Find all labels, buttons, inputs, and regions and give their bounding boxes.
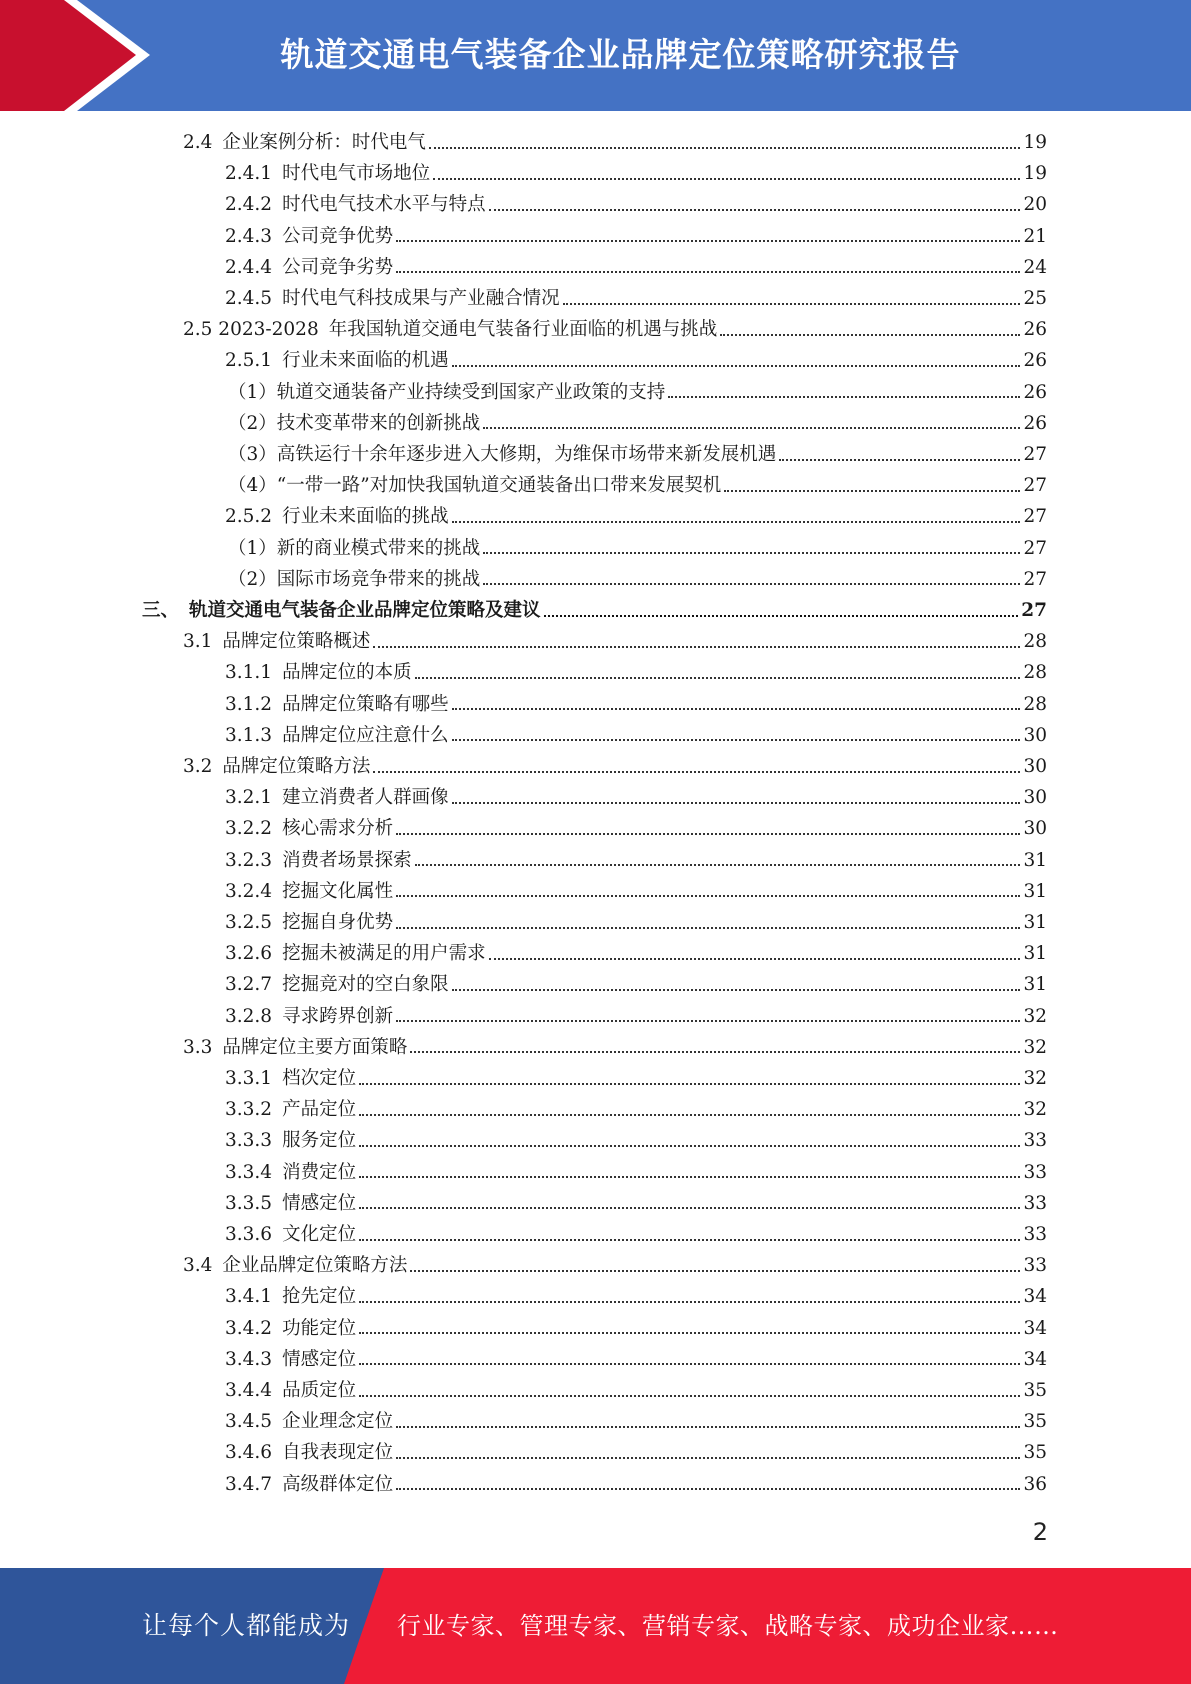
- toc-entry[interactable]: [183, 127, 1047, 158]
- toc-entry-page: 27: [1023, 475, 1047, 497]
- toc-entry-title: 品牌定位策略概述: [222, 631, 371, 653]
- toc-entry-title: 国际市场竞争带来的挑战: [276, 568, 481, 590]
- toc-entry-page: 32: [1023, 1005, 1047, 1027]
- toc-entry-number: （4）: [228, 475, 277, 497]
- toc-entry-number: 3.2: [183, 756, 213, 777]
- toc-entry-page: 27: [1021, 600, 1047, 621]
- toc-entry-page: 30: [1023, 756, 1047, 777]
- toc-entry[interactable]: [225, 221, 1047, 252]
- toc-dot-leader: [396, 271, 1020, 273]
- toc-entry-page: 34: [1023, 1286, 1047, 1308]
- toc-entry-number: 3.3.6: [225, 1224, 273, 1245]
- toc-entry[interactable]: [225, 938, 1047, 969]
- toc-entry[interactable]: [228, 377, 1047, 408]
- toc-entry[interactable]: [225, 1188, 1047, 1219]
- toc-dot-leader: [396, 1020, 1020, 1022]
- toc-entry-page: 33: [1023, 1192, 1047, 1214]
- toc-entry-number: 3.2.3: [225, 849, 273, 871]
- toc-entry-title: 高级群体定位: [282, 1473, 394, 1495]
- toc-entry-page: 33: [1023, 1130, 1047, 1152]
- toc-entry-page: 33: [1023, 1255, 1047, 1277]
- toc-dot-leader: [359, 1083, 1020, 1085]
- toc-dot-leader: [452, 802, 1021, 804]
- page-number: 2: [1032, 1518, 1048, 1546]
- toc-entry[interactable]: [225, 345, 1047, 376]
- toc-entry-page: 26: [1023, 381, 1047, 403]
- toc-dot-leader: [452, 739, 1021, 741]
- toc-entry-page: 28: [1023, 662, 1047, 684]
- toc-dot-leader: [429, 147, 1021, 149]
- toc-entry[interactable]: [225, 1406, 1047, 1437]
- toc-dot-leader: [415, 864, 1021, 866]
- page-header: [0, 0, 1191, 111]
- toc-entry-page: 27: [1023, 444, 1047, 465]
- toc-entry-number: 3.3: [183, 1036, 213, 1058]
- toc-entry-title: 新的商业模式带来的挑战: [276, 537, 481, 559]
- toc-entry[interactable]: [228, 470, 1047, 501]
- toc-entry-number: 2.4.3: [225, 225, 273, 247]
- toc-entry-number: 3.4.3: [225, 1348, 273, 1370]
- toc-entry-title: 企业案例分析：时代电气: [222, 132, 426, 153]
- toc-entry-title: “一带一路”对加快我国轨道交通装备出口带来发展契机: [276, 475, 722, 497]
- toc-entry-title: 时代电气技术水平与特点: [282, 194, 486, 216]
- toc-dot-leader: [396, 1457, 1020, 1459]
- toc-entry[interactable]: [225, 158, 1047, 189]
- toc-entry-number: （1）: [228, 381, 277, 403]
- toc-entry-page: 27: [1023, 506, 1047, 528]
- toc-entry-number: 3.4.6: [225, 1442, 273, 1464]
- toc-dot-leader: [410, 1051, 1020, 1053]
- toc-entry[interactable]: [183, 314, 1047, 345]
- toc-entry[interactable]: [228, 533, 1047, 564]
- toc-entry[interactable]: [228, 408, 1047, 439]
- toc-entry[interactable]: [225, 689, 1047, 720]
- toc-entry-number: 3.1: [183, 631, 213, 653]
- toc-entry-number: 3.2.5: [225, 912, 273, 933]
- toc-entry-title: 寻求跨界创新: [282, 1005, 394, 1027]
- toc-entry[interactable]: [183, 751, 1047, 782]
- toc-entry-page: 30: [1023, 724, 1047, 746]
- toc-entry-number: 3.4: [183, 1255, 213, 1277]
- toc-entry[interactable]: [225, 969, 1047, 1000]
- toc-entry[interactable]: [183, 1250, 1047, 1281]
- toc-entry-number: 3.2.4: [225, 880, 273, 902]
- toc-entry-number: 三、: [142, 600, 180, 621]
- toc-entry-page: 26: [1023, 412, 1047, 434]
- toc-entry-title: 核心需求分析: [282, 818, 394, 840]
- toc-entry[interactable]: [225, 845, 1047, 876]
- toc-dot-leader: [359, 1176, 1020, 1178]
- toc-entry-number: 3.4.4: [225, 1380, 273, 1401]
- toc-entry-title: 文化定位: [282, 1224, 357, 1245]
- toc-entry[interactable]: [225, 1281, 1047, 1312]
- toc-entry-page: 27: [1023, 537, 1047, 559]
- toc-entry-title: 档次定位: [282, 1068, 357, 1089]
- toc-dot-leader: [373, 646, 1020, 648]
- toc-entry-title: 行业未来面临的机遇: [282, 350, 449, 372]
- toc-entry[interactable]: [142, 595, 1047, 626]
- toc-entry-title: 产品定位: [282, 1099, 357, 1121]
- toc-entry-title: 情感定位: [282, 1348, 357, 1370]
- toc-dot-leader: [359, 1301, 1020, 1303]
- toc-entry-title: 建立消费者人群画像: [282, 787, 449, 809]
- toc-entry-title: 消费者场景探索: [282, 849, 412, 871]
- toc-entry-title: 情感定位: [282, 1192, 357, 1214]
- toc-dot-leader: [483, 583, 1020, 585]
- toc-entry[interactable]: [228, 564, 1047, 595]
- toc-entry-page: 33: [1023, 1224, 1047, 1245]
- toc-entry-page: 19: [1023, 132, 1047, 153]
- toc-dot-leader: [563, 303, 1021, 305]
- toc-entry[interactable]: [225, 501, 1047, 532]
- toc-dot-leader: [452, 365, 1021, 367]
- toc-entry-title: 行业未来面临的挑战: [282, 506, 449, 528]
- toc-entry-page: 34: [1023, 1348, 1047, 1370]
- toc-entry[interactable]: [225, 907, 1047, 938]
- toc-entry-title: 品牌定位策略方法: [222, 756, 371, 777]
- toc-entry-number: 2.5 2023-2028: [183, 319, 319, 341]
- toc-entry[interactable]: [225, 1469, 1047, 1500]
- toc-entry[interactable]: [225, 1157, 1047, 1188]
- toc-entry-page: 35: [1023, 1411, 1047, 1433]
- toc-entry[interactable]: [225, 1313, 1047, 1344]
- toc-entry-title: 品牌定位的本质: [282, 662, 412, 684]
- toc-dot-leader: [544, 615, 1019, 617]
- toc-entry-page: 32: [1023, 1068, 1047, 1089]
- toc-entry-number: 3.4.1: [225, 1286, 273, 1308]
- toc-dot-leader: [396, 833, 1020, 835]
- toc-dot-leader: [396, 1488, 1020, 1490]
- toc-dot-leader: [373, 771, 1020, 773]
- toc-entry[interactable]: [225, 1125, 1047, 1156]
- page-footer: [0, 1568, 1191, 1684]
- toc-entry-number: 3.2.7: [225, 974, 273, 996]
- toc-entry-number: 3.4.5: [225, 1411, 273, 1433]
- toc-entry-page: 30: [1023, 818, 1047, 840]
- toc-entry-page: 32: [1023, 1036, 1047, 1058]
- toc-entry-page: 21: [1023, 225, 1047, 247]
- toc-dot-leader: [668, 396, 1020, 398]
- toc-entry-number: 2.4.5: [225, 288, 273, 309]
- toc-entry-number: （1）: [228, 537, 277, 559]
- toc-entry-page: 31: [1023, 943, 1047, 965]
- toc-entry-number: 3.4.2: [225, 1317, 273, 1339]
- toc-dot-leader: [359, 1332, 1020, 1334]
- toc-entry[interactable]: [225, 283, 1047, 314]
- toc-dot-leader: [359, 1145, 1020, 1147]
- toc-entry-number: 3.1.2: [225, 693, 273, 715]
- toc-dot-leader: [452, 708, 1021, 710]
- toc-entry-number: 3.3.2: [225, 1099, 273, 1121]
- toc-entry-title: 企业品牌定位策略方法: [222, 1255, 408, 1277]
- toc-dot-leader: [489, 958, 1021, 960]
- toc-entry-page: 31: [1023, 912, 1047, 933]
- toc-entry-page: 26: [1023, 350, 1047, 372]
- toc-entry-title: 时代电气市场地位: [282, 163, 431, 185]
- toc-entry[interactable]: [183, 1032, 1047, 1063]
- toc-entry-page: 24: [1023, 256, 1047, 278]
- toc-entry-title: 时代电气科技成果与产业融合情况: [282, 288, 560, 309]
- toc-dot-leader: [433, 178, 1020, 180]
- toc-entry-page: 31: [1023, 974, 1047, 996]
- toc-entry-title: 公司竞争劣势: [282, 256, 394, 278]
- toc-entry-number: 3.2.1: [225, 787, 273, 809]
- toc-entry-title: 自我表现定位: [282, 1442, 394, 1464]
- toc-dot-leader: [452, 521, 1021, 523]
- toc-entry-number: 3.1.3: [225, 724, 273, 746]
- toc-entry[interactable]: [225, 1094, 1047, 1125]
- toc-entry-page: 33: [1023, 1161, 1047, 1183]
- toc-entry-title: 挖掘自身优势: [282, 912, 394, 933]
- toc-entry-page: 27: [1023, 568, 1047, 590]
- toc-dot-leader: [396, 240, 1020, 242]
- toc-entry[interactable]: [225, 1344, 1047, 1375]
- toc-entry-number: 3.3.5: [225, 1192, 273, 1214]
- toc-entry[interactable]: [225, 1437, 1047, 1468]
- toc-dot-leader: [359, 1114, 1020, 1116]
- toc-entry-title: 品牌定位主要方面策略: [222, 1036, 408, 1058]
- toc-dot-leader: [396, 1426, 1020, 1428]
- toc-entry-title: 挖掘文化属性: [282, 880, 394, 902]
- toc-dot-leader: [489, 209, 1021, 211]
- toc-entry-title: 品质定位: [282, 1380, 357, 1401]
- toc-entry-page: 25: [1023, 288, 1047, 309]
- toc-entry[interactable]: [183, 626, 1047, 657]
- toc-entry-number: 3.3.1: [225, 1068, 273, 1089]
- toc-entry[interactable]: [225, 252, 1047, 283]
- toc-entry-page: 31: [1023, 880, 1047, 902]
- toc-entry-number: 2.4.2: [225, 194, 273, 216]
- toc-entry-page: 28: [1023, 693, 1047, 715]
- toc-entry-title: 企业理念定位: [282, 1411, 394, 1433]
- toc-entry[interactable]: [225, 1001, 1047, 1032]
- toc-entry-number: 3.2.2: [225, 818, 273, 840]
- toc-entry-number: 3.3.4: [225, 1161, 273, 1183]
- toc-entry-page: 20: [1023, 194, 1047, 216]
- toc-entry-title: 轨道交通电气装备企业品牌定位策略及建议: [189, 600, 541, 621]
- toc-dot-leader: [396, 895, 1020, 897]
- toc-entry-title: 品牌定位策略有哪些: [282, 693, 449, 715]
- toc-entry-title: 品牌定位应注意什么: [282, 724, 449, 746]
- toc-dot-leader: [359, 1395, 1020, 1397]
- footer-roles: 行业专家、管理专家、营销专家、战略专家、成功企业家……: [397, 1612, 1059, 1640]
- toc-dot-leader: [396, 927, 1020, 929]
- toc-entry-title: 轨道交通装备产业持续受到国家产业政策的支持: [276, 381, 666, 403]
- toc-entry-page: 19: [1023, 163, 1047, 185]
- toc-dot-leader: [483, 427, 1020, 429]
- toc-entry[interactable]: [225, 1375, 1047, 1406]
- toc-dot-leader: [724, 490, 1020, 492]
- toc-entry[interactable]: [225, 1219, 1047, 1250]
- toc-entry-title: 高铁运行十余年逐步进入大修期，为维保市场带来新发展机遇: [276, 444, 777, 465]
- report-title: 轨道交通电气装备企业品牌定位策略研究报告: [280, 35, 961, 74]
- toc-entry-page: 36: [1023, 1473, 1047, 1495]
- toc-entry[interactable]: [225, 876, 1047, 907]
- toc-entry-page: 34: [1023, 1317, 1047, 1339]
- toc-dot-leader: [410, 1270, 1020, 1272]
- toc-entry-page: 28: [1023, 631, 1047, 653]
- toc-entry-title: 公司竞争优势: [282, 225, 394, 247]
- toc-entry-number: 2.4: [183, 132, 213, 153]
- toc-entry-number: 2.5.2: [225, 506, 273, 528]
- toc-entry-number: 2.4.4: [225, 256, 273, 278]
- toc-entry-number: （2）: [228, 412, 277, 434]
- toc-entry-page: 35: [1023, 1380, 1047, 1401]
- toc-entry-title: 抢先定位: [282, 1286, 357, 1308]
- toc-entry-number: （2）: [228, 568, 277, 590]
- toc-dot-leader: [779, 459, 1020, 461]
- toc-entry-number: 3.3.3: [225, 1130, 273, 1152]
- toc-entry-title: 年我国轨道交通电气装备行业面临的机遇与挑战: [328, 319, 718, 341]
- toc-entry-number: 2.5.1: [225, 350, 273, 372]
- toc-entry-number: （3）: [228, 444, 277, 465]
- toc-dot-leader: [720, 334, 1020, 336]
- toc-entry-title: 服务定位: [282, 1130, 357, 1152]
- toc-entry[interactable]: [225, 1063, 1047, 1094]
- toc-entry[interactable]: [225, 782, 1047, 813]
- toc-entry-title: 技术变革带来的创新挑战: [276, 412, 481, 434]
- toc-entry[interactable]: [228, 439, 1047, 470]
- toc-dot-leader: [359, 1207, 1020, 1209]
- toc-dot-leader: [415, 677, 1021, 679]
- toc-entry-number: 3.2.8: [225, 1005, 273, 1027]
- toc-dot-leader: [359, 1239, 1020, 1241]
- toc-entry-title: 挖掘竞对的空白象限: [282, 974, 449, 996]
- toc-entry-page: 26: [1023, 319, 1047, 341]
- toc-entry-page: 31: [1023, 849, 1047, 871]
- toc-dot-leader: [452, 989, 1021, 991]
- toc-entry-page: 30: [1023, 787, 1047, 809]
- toc-entry-page: 35: [1023, 1442, 1047, 1464]
- toc-entry[interactable]: [225, 720, 1047, 751]
- toc-entry-page: 32: [1023, 1099, 1047, 1121]
- toc-entry-number: 2.4.1: [225, 163, 273, 185]
- toc-entry-title: 消费定位: [282, 1161, 357, 1183]
- toc-dot-leader: [359, 1363, 1020, 1365]
- toc-entry-number: 3.1.1: [225, 662, 273, 684]
- toc-entry-number: 3.2.6: [225, 943, 273, 965]
- toc-entry-title: 挖掘未被满足的用户需求: [282, 943, 486, 965]
- toc-entry-number: 3.4.7: [225, 1473, 273, 1495]
- toc-entry[interactable]: [225, 189, 1047, 220]
- footer-slogan: 让每个人都能成为: [142, 1611, 351, 1640]
- toc-entry[interactable]: [225, 813, 1047, 844]
- toc-entry[interactable]: [225, 657, 1047, 688]
- toc-entry-title: 功能定位: [282, 1317, 357, 1339]
- toc-dot-leader: [483, 552, 1020, 554]
